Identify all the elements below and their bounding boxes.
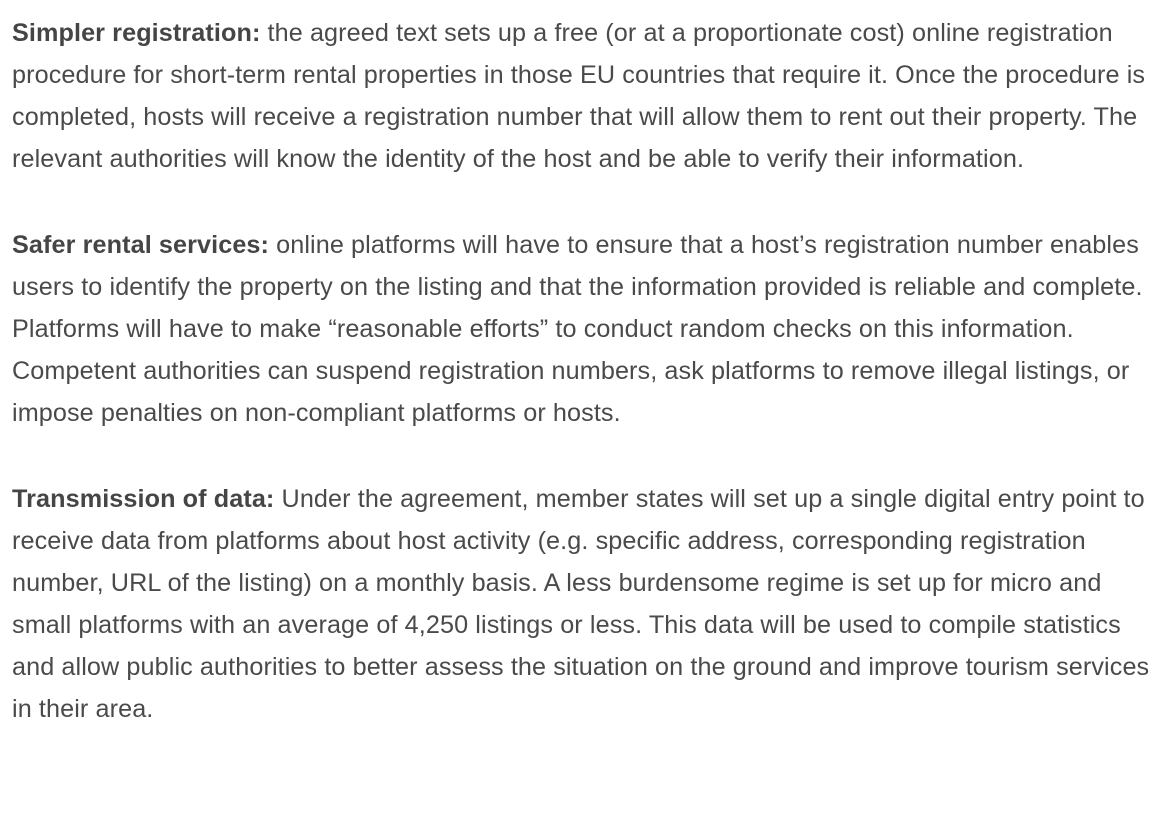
paragraph-text: online platforms will have to ensure that a host’s registration number enables users to identify the property on the listing and that the information provided is reliable and complete. Platforms will have to make “reasonable efforts” to conduct random checks on this information. Competent authorities can suspend registration numbers, ask platforms to remove illegal listings, or impose penalties on non-compliant platforms or hosts. — [12, 231, 1143, 427]
paragraph-simpler-registration — [12, 12, 1162, 180]
paragraph-safer-rental-services — [12, 224, 1162, 434]
paragraph-heading: Safer rental services: — [12, 231, 270, 259]
paragraph-heading: Transmission of data: — [12, 485, 275, 513]
paragraph-text: the agreed text sets up a free (or at a proportionate cost) online registration procedure for short-term rental properties in those EU countries that require it. Once the procedure is completed, hosts will receive a registration number that will allow them to rent out their property. The relevant authorities will know the identity of the host and be able to verify their information. — [12, 19, 1146, 173]
article-body — [12, 12, 1162, 730]
paragraph-transmission-of-data — [12, 478, 1162, 730]
paragraph-text: Under the agreement, member states will set up a single digital entry point to receive data from platforms about host activity (e.g. specific address, corresponding registration number, URL of the listing) on a monthly basis. A less burdensome regime is set up for micro and small platforms with an average of 4,250 listings or less. This data will be used to compile statistics and allow public authorities to better assess the situation on the ground and improve tourism services in their area. — [12, 485, 1150, 723]
paragraph-heading: Simpler registration: — [12, 19, 261, 47]
